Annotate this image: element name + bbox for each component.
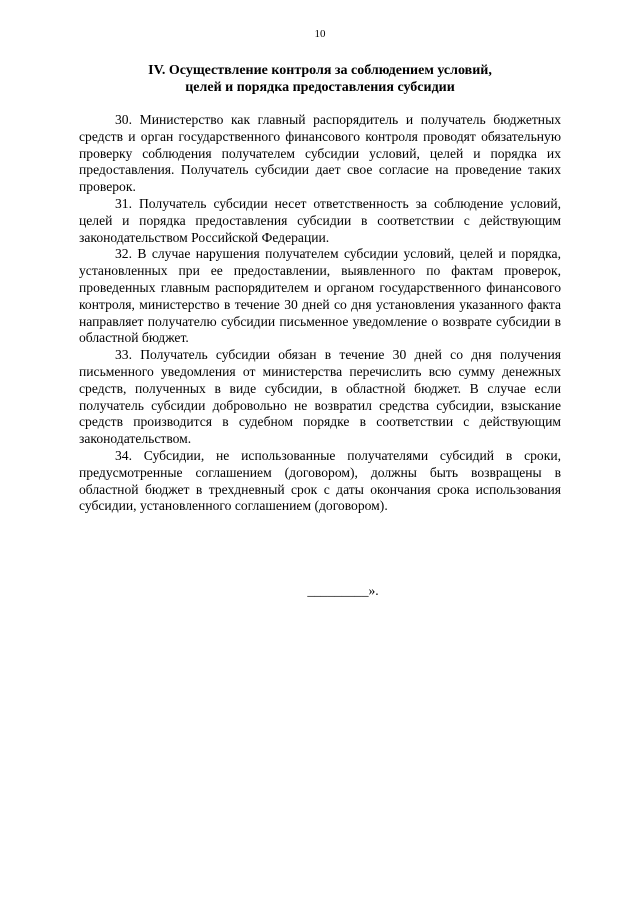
section-body	[79, 112, 561, 515]
section-heading	[60, 62, 580, 96]
paragraph-32: 32. В случае нарушения получателем субсидии условий, целей и порядка, установленных при ее предоставлении, выявленного по фактам проверок, проведенных главным распорядителем и органом государственного финансового контроля, министерство в течение 30 дней со дня установления указанного факта направляет получателю субсидии письменное уведомление о возврате субсидии в областной бюджет.	[79, 246, 561, 346]
paragraph-33: 33. Получатель субсидии обязан в течение 30 дней со дня получения письменного уведомления от министерства перечислить всю сумму денежных средств, полученных в виде субсидии, в областной бюджет. В случае если получатель субсидии добровольно не возвратил средства субсидии, взыскание средств производится в судебном порядке в соответствии с действующим законодательством.	[79, 347, 561, 447]
section-heading-line-2: целей и порядка предоставления субсидии	[185, 80, 455, 95]
paragraph-31: 31. Получатель субсидии несет ответственность за соблюдение условий, целей и порядка предоставления субсидии в соответствии с действующим законодательством Российской Федерации.	[79, 195, 561, 245]
paragraph-34: 34. Субсидии, не использованные получателями субсидий в сроки, предусмотренные соглашением (договором), должны быть возвращены в областной бюджет в трехдневный срок с даты окончания срока использования субсидии, установленного соглашением (договором).	[79, 447, 561, 514]
section-heading-line-1: IV. Осуществление контроля за соблюдением условий,	[148, 63, 492, 78]
paragraph-30: 30. Министерство как главный распорядитель и получатель бюджетных средств и орган государственного финансового контроля проводят обязательную проверку соблюдения получателем субсидии условий, целей и порядка их предоставления. Получатель субсидии дает свое согласие на проведение таких проверок.	[79, 112, 561, 195]
page-number: 10	[314, 28, 326, 40]
closing-mark: _________».	[307, 583, 379, 598]
